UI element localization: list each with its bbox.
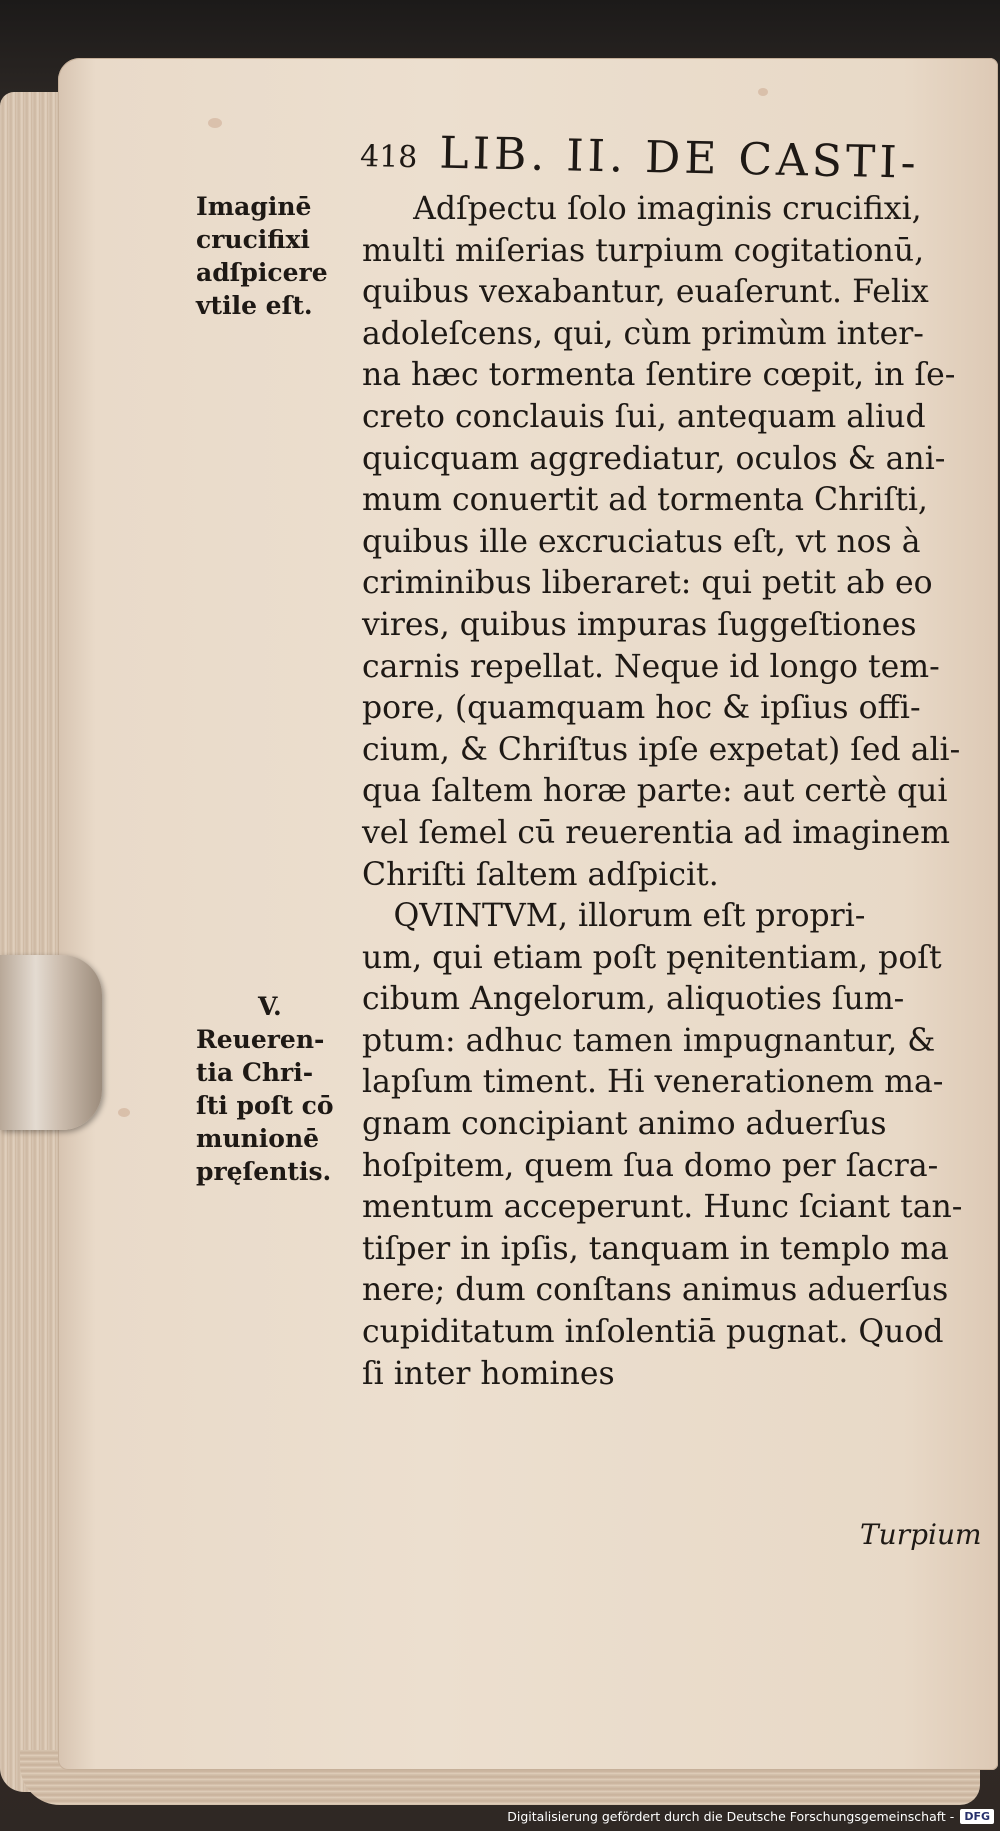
text-line: carnis repellat. Neque id longo tem- bbox=[362, 646, 940, 685]
text-line: vel ſemel cū reuerentia ad imaginem bbox=[362, 812, 951, 851]
catchword: Turpium bbox=[860, 1518, 982, 1551]
text-line: Adſpectu ſolo imaginis crucifixi, bbox=[413, 189, 922, 227]
text-line: pore, (quamquam hoc & ipſius offi- bbox=[362, 688, 921, 727]
foxing-spot bbox=[758, 88, 768, 96]
foxing-spot bbox=[208, 118, 222, 128]
margin-note-line: V. bbox=[258, 992, 282, 1021]
dfg-logo: DFG bbox=[960, 1809, 994, 1824]
margin-note-reuerentia bbox=[196, 990, 346, 1188]
text-line: adoleſcens, qui, cùm primùm inter- bbox=[362, 313, 924, 352]
text-line: nere; dum conſtans animus aduerſus bbox=[362, 1270, 949, 1309]
text-line: Chriſti ſaltem adſpicit. bbox=[362, 854, 719, 893]
text-line: criminibus liberaret: qui petit ab eo bbox=[362, 563, 933, 602]
foxing-spot bbox=[118, 1108, 130, 1117]
text-line: QVINTVM, illorum eſt propri- bbox=[393, 896, 866, 935]
text-line: mentum acceperunt. Hunc ſciant tan- bbox=[362, 1187, 963, 1226]
text-line: vires, quibus impuras ſuggeſtiones bbox=[362, 604, 917, 643]
text-line: ſi inter homines bbox=[362, 1353, 615, 1392]
text-line: ptum: adhuc tamen impugnantur, & bbox=[362, 1020, 936, 1059]
book-clasp bbox=[0, 955, 102, 1130]
credit-text: Digitalisierung gefördert durch die Deutsche Forschungsgemeinschaft - bbox=[507, 1808, 955, 1824]
text-line: cupiditatum inſolentiā pugnat. Quod bbox=[362, 1312, 944, 1351]
text-line: cium, & Chriſtus ipſe expetat) ſed ali- bbox=[362, 729, 961, 768]
running-title: LIB. II. DE CASTI- bbox=[438, 127, 921, 189]
text-line: mum conuertit ad tormenta Chriſti, bbox=[362, 480, 928, 519]
margin-note-imagine bbox=[196, 190, 346, 322]
text-line: um, qui etiam poſt pęnitentiam, poſt bbox=[362, 937, 942, 976]
text-line: lapſum timent. Hi venerationem ma- bbox=[362, 1062, 944, 1101]
text-line: qua ſaltem horæ parte: aut certè qui bbox=[362, 771, 948, 810]
margin-note-line: tia Chri- bbox=[196, 1058, 314, 1087]
margin-note-line: munionē bbox=[196, 1124, 320, 1153]
margin-note-line: vtile eſt. bbox=[196, 291, 313, 320]
text-line: quibus vexabantur, euaſerunt. Felix bbox=[362, 272, 929, 311]
margin-note-line: crucifixi bbox=[196, 225, 310, 254]
margin-note-line: Reueren- bbox=[196, 1025, 325, 1054]
text-line: quicquam aggrediatur, oculos & ani- bbox=[362, 438, 946, 477]
text-line: multi miſerias turpium cogitationū, bbox=[362, 230, 925, 269]
text-line: na hæc tormenta ſentire cœpit, in ſe- bbox=[362, 355, 956, 394]
margin-note-line: ſti poſt cō bbox=[196, 1091, 334, 1120]
digitization-credit bbox=[507, 1805, 994, 1827]
main-text-block bbox=[362, 188, 972, 1394]
margin-note-line: pręſentis. bbox=[196, 1157, 332, 1186]
text-line: hoſpitem, quem ſua domo per ſacra- bbox=[362, 1145, 939, 1184]
margin-note-line: adſpicere bbox=[196, 258, 328, 287]
page-stack-edge bbox=[0, 92, 60, 1792]
page-number: 418 bbox=[359, 139, 418, 176]
text-line: creto conclauis ſui, antequam aliud bbox=[362, 396, 926, 435]
text-line: cibum Angelorum, aliquoties ſum- bbox=[362, 979, 905, 1018]
margin-note-line: Imaginē bbox=[196, 192, 312, 221]
text-line: quibus ille excruciatus eſt, vt nos à bbox=[362, 521, 921, 560]
text-line: tiſper in ipſis, tanquam in templo ma bbox=[362, 1228, 949, 1267]
text-line: gnam concipiant animo aduerſus bbox=[362, 1104, 887, 1143]
